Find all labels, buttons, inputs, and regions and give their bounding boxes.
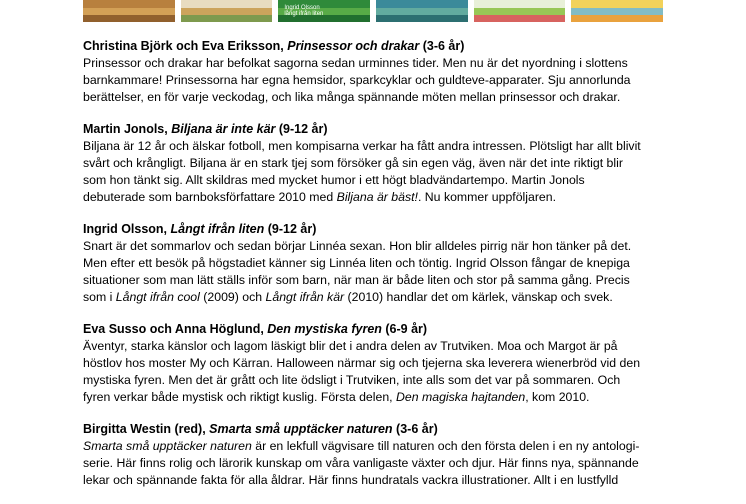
text-segment: , kom 2010. bbox=[525, 390, 590, 404]
cover-color-band bbox=[376, 0, 468, 8]
description-line bbox=[83, 172, 683, 189]
book-age-range: (9-12 år) bbox=[275, 122, 328, 136]
book-description bbox=[83, 338, 683, 406]
cover-color-band bbox=[571, 15, 663, 22]
text-segment: Äventyr, starka känslor och lagom läskigt blir det i andra delen av Trutviken. Moa och Margot är på bbox=[83, 339, 618, 353]
text-segment: svårt och krångligt. Biljana är en stark tjej som försöker gå sin egen väg, även när det inte riktigt blir bbox=[83, 156, 623, 170]
cover-color-band bbox=[181, 0, 273, 8]
text-segment: fyren verkar både mystisk och riktigt kuslig. Första delen, bbox=[83, 390, 397, 404]
description-line bbox=[83, 72, 683, 89]
book-age-range: (9-12 år) bbox=[264, 222, 317, 236]
description-line bbox=[83, 455, 683, 472]
book-age-range: (6-9 år) bbox=[381, 322, 428, 336]
book-heading bbox=[83, 321, 683, 338]
cover-color-band bbox=[376, 15, 468, 22]
text-segment: serie. Här finns rolig och lärorik kunskap om våra vanligaste växter och djur. Här finns nya, spännande bbox=[83, 456, 639, 470]
book-description bbox=[83, 55, 683, 106]
book-heading bbox=[83, 421, 683, 438]
description-line bbox=[83, 338, 683, 355]
text-segment: är en lekfull vägvisare till naturen och den första delen i en ny antologi- bbox=[251, 439, 640, 453]
description-line bbox=[83, 155, 683, 172]
text-segment: . Nu kommer uppföljaren. bbox=[417, 190, 557, 204]
description-line bbox=[83, 138, 683, 155]
italic-title-ref: Den magiska hajtanden bbox=[396, 390, 526, 404]
cover-title-line: långt ifrån liten bbox=[284, 11, 324, 17]
book-heading bbox=[83, 38, 683, 55]
description-line bbox=[83, 238, 683, 255]
text-segment: som hon tänkt sig. Allt skildras med mycket humor i ett högt bladvändartempo. Martin Jonols bbox=[83, 173, 585, 187]
text-segment: Biljana är 12 år och älskar fotboll, men kompisarna verkar ha fått andra intressen. Plötsligt har allt blivit bbox=[83, 139, 641, 153]
book-title: Prinsessor och drakar bbox=[287, 39, 420, 53]
text-segment: som i bbox=[83, 290, 116, 304]
description-line bbox=[83, 55, 683, 72]
book-entry bbox=[83, 321, 683, 406]
book-title: Den mystiska fyren bbox=[267, 322, 382, 336]
description-line bbox=[83, 355, 683, 372]
cover-smarta bbox=[474, 0, 566, 22]
book-entry bbox=[83, 421, 683, 489]
description-line bbox=[83, 438, 683, 455]
cover-color-band bbox=[83, 0, 175, 8]
book-description bbox=[83, 238, 683, 306]
description-line bbox=[83, 289, 683, 306]
cover-mystiska bbox=[376, 0, 468, 22]
description-line bbox=[83, 272, 683, 289]
italic-title-ref: Biljana är bäst! bbox=[336, 190, 418, 204]
book-heading bbox=[83, 221, 683, 238]
book-age-range: (3-6 år) bbox=[392, 422, 438, 436]
text-segment: berättelser, en för varje veckodag, och lika många spännande möten mellan prinsessor och drakar. bbox=[83, 90, 621, 104]
text-segment: höstlov hos moster My och Kärran. Halloween närmar sig och tjejerna ska leverera wienerbröd vid den bbox=[83, 356, 641, 370]
italic-title-ref: Smarta små upptäcker naturen bbox=[83, 439, 252, 453]
cover-color-band bbox=[571, 8, 663, 15]
cover-extra bbox=[571, 0, 663, 22]
text-segment: barnkammare! Prinsessorna har egna hemsidor, sparkcyklar och guldteve-apparater. Sju annorlunda bbox=[83, 73, 631, 87]
cover-color-band bbox=[83, 8, 175, 15]
book-entry bbox=[83, 221, 683, 306]
book-entry bbox=[83, 121, 683, 206]
book-author: Martin Jonols, bbox=[83, 122, 172, 136]
cover-title bbox=[284, 5, 323, 17]
italic-title-ref: Långt ifrån cool bbox=[115, 290, 200, 304]
cover-langt bbox=[278, 0, 370, 22]
book-list bbox=[83, 38, 683, 504]
book-title: Biljana är inte kär bbox=[171, 122, 276, 136]
text-segment: Men efter ett besök på högstadiet känner sig Linnéa liten och töntig. Ingrid Olsson fångar de knepiga bbox=[83, 256, 630, 270]
text-segment: Snart är det sommarlov och sedan börjar Linnéa sexan. Hon blir alldeles pirrig när hon tänker på det. bbox=[83, 239, 632, 253]
book-entry bbox=[83, 38, 683, 106]
cover-prinsessor bbox=[83, 0, 175, 22]
cover-color-band bbox=[376, 8, 468, 15]
book-description bbox=[83, 438, 683, 489]
cover-color-band bbox=[474, 0, 566, 8]
cover-color-band bbox=[83, 15, 175, 22]
book-description bbox=[83, 138, 683, 206]
description-line bbox=[83, 472, 683, 489]
cover-biljana bbox=[181, 0, 273, 22]
cover-color-band bbox=[474, 15, 566, 22]
book-covers-strip bbox=[83, 0, 663, 22]
text-segment: mystiska fyren. Men det är grått och lite ödsligt i Trutviken, inte alls som det var på sommaren. Och bbox=[83, 373, 621, 387]
description-line bbox=[83, 89, 683, 106]
book-author: Birgitta Westin (red), bbox=[83, 422, 210, 436]
book-author: Ingrid Olsson, bbox=[83, 222, 171, 236]
book-heading bbox=[83, 121, 683, 138]
book-title: Smarta små upptäcker naturen bbox=[209, 422, 393, 436]
book-title: Långt ifrån liten bbox=[170, 222, 265, 236]
text-segment: situationer som man lätt ställs inför som barn, när man är både liten och stor på samma gång. Precis bbox=[83, 273, 630, 287]
text-segment: Prinsessor och drakar har befolkat sagorna sedan urminnes tider. Men nu är det nyordning i slottens bbox=[83, 56, 628, 70]
text-segment: (2009) och bbox=[199, 290, 266, 304]
text-segment: lekar och spännande fakta för alla åldrar. Här finns hundratals vackra illustrationer. Allt i en lustfylld bbox=[83, 473, 619, 487]
cover-color-band bbox=[474, 8, 566, 15]
cover-color-band bbox=[181, 15, 273, 22]
text-segment: debuterade som barnboksförfattare 2010 med bbox=[83, 190, 337, 204]
book-author: Christina Björk och Eva Eriksson, bbox=[83, 39, 288, 53]
italic-title-ref: Långt ifrån kär bbox=[265, 290, 345, 304]
book-author: Eva Susso och Anna Höglund, bbox=[83, 322, 268, 336]
description-line bbox=[83, 372, 683, 389]
cover-color-band bbox=[181, 8, 273, 15]
description-line bbox=[83, 389, 683, 406]
text-segment: (2010) handlar det om kärlek, vänskap och svek. bbox=[344, 290, 613, 304]
book-age-range: (3-6 år) bbox=[419, 39, 465, 53]
description-line bbox=[83, 255, 683, 272]
cover-color-band bbox=[571, 0, 663, 8]
description-line bbox=[83, 189, 683, 206]
cover-title-line: Ingrid Olsson bbox=[284, 5, 320, 11]
